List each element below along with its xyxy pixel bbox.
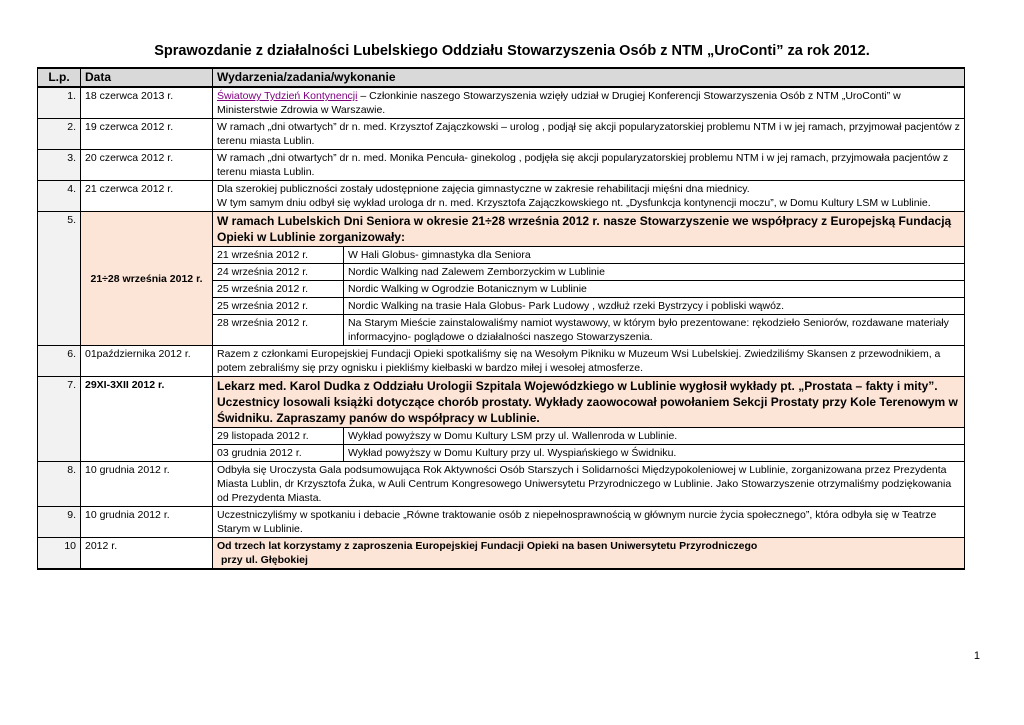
row-number: 6. [38,346,81,377]
sub-text: W Hali Globus- gimnastyka dla Seniora [344,247,965,264]
sub-row [213,281,964,298]
table-row [38,87,965,119]
table-row [38,507,965,538]
row-date: 29XI-3XII 2012 r. [81,377,213,462]
row-text-line: Dla szerokiej publiczności zostały udostępnione zajęcia gimnastyczne w zakresie rehabilitacji mięśni dna miednicy. [217,183,750,195]
row-text: Razem z członkami Europejskiej Fundacji Opieki spotkaliśmy się na Wesołym Pikniku w Muzeum Wsi Lubelskiej. Zwiedziliśmy Skansen z przewodnikiem, a potem zebraliśmy się przy ognisku i piekliśmy kiełbaski w bardzo miłej i wesołej atmosferze. [213,346,965,377]
sub-table [213,246,964,345]
table-row [38,538,965,570]
sub-row [213,445,964,462]
table-row [38,462,965,507]
row-number: 8. [38,462,81,507]
row-text [213,377,965,462]
row-number: 5. [38,212,81,346]
row-date: 19 czerwca 2012 r. [81,119,213,150]
row-number: 4. [38,181,81,212]
header-lp: L.p. [38,68,81,87]
document-title: Sprawozdanie z działalności Lubelskiego Oddziału Stowarzyszenia Osób z NTM „UroConti” za rok 2012. [154,43,870,59]
row-text [213,87,965,119]
sub-row [213,298,964,315]
row-number: 1. [38,87,81,119]
sub-date: 24 września 2012 r. [213,264,344,281]
row-text: W ramach „dni otwartych” dr n. med. Monika Pencuła- ginekolog , podjęła się akcji popularyzatorskiej problemu NTM i w jej ramach, przyjmowała pacjentów z terenu miasta Lublin. [213,150,965,181]
row-date: 2012 r. [81,538,213,570]
table-row [38,181,965,212]
row-text-line: Od trzech lat korzystamy z zaproszenia Europejskiej Fundacji Opieki na basen Uniwersytetu Przyrodniczego [217,540,758,552]
row-text: Odbyła się Uroczysta Gala podsumowująca Rok Aktywności Osób Starszych i Solidarności Międzypokoleniowej w Lublinie, zorganizowana przez Prezydenta Miasta Lublin, dr Krzysztofa Żuka, w Auli Centrum Kongresowego Uniwersytetu Przyrodniczego w Lublinie. Jako Stowarzyszenie otrzymaliśmy podziękowania od Prezydenta Miasta. [213,462,965,507]
row-date: 20 czerwca 2012 r. [81,150,213,181]
sub-date: 25 września 2012 r. [213,298,344,315]
table-header-row [38,68,965,87]
row-text: W ramach „dni otwartych” dr n. med. Krzysztof Zajączkowski – urolog , podjął się akcji popularyzatorskiej problemu NTM i w jej ramach, przyjmował pacjentów z terenu miasta Lublin. [213,119,965,150]
table-row [38,346,965,377]
sub-date: 28 września 2012 r. [213,315,344,346]
sub-row [213,428,964,445]
sub-date: 29 listopada 2012 r. [213,428,344,445]
row-text-line: przy ul. Głębokiej [221,554,308,566]
sub-text: Na Starym Mieście zainstalowaliśmy namiot wystawowy, w którym było prezentowane: rękodzieło Seniorów, rozdawane materiały informacyjno- poglądowe o działalności naszego Stowarzyszenia. [344,315,965,346]
sub-row [213,315,964,346]
header-events: Wydarzenia/zadania/wykonanie [213,68,965,87]
row-text [213,212,965,346]
table-row [38,377,965,462]
row-number: 10 [38,538,81,570]
row-date: 10 grudnia 2012 r. [81,507,213,538]
sub-row [213,247,964,264]
row-text [213,181,965,212]
row-number: 7. [38,377,81,462]
table-row [38,212,965,346]
sub-date: 03 grudnia 2012 r. [213,445,344,462]
sub-text: Nordic Walking na trasie Hala Globus- Park Ludowy , wzdłuż rzeki Bystrzycy i pobliski wąwóz. [344,298,965,315]
row-heading: W ramach Lubelskich Dni Seniora w okresie 21÷28 września 2012 r. nasze Stowarzyszenie we współpracy z Europejską Fundacją Opieki w Lublinie zorganizowały: [217,214,952,244]
row-date: 10 grudnia 2012 r. [81,462,213,507]
row-heading: Lekarz med. Karol Dudka z Oddziału Urologii Szpitala Wojewódzkiego w Lublinie wygłosił wykłady pt. „Prostata – fakty i mity”. Uczestnicy losowali książki dotyczące chorób prostaty. Wykłady zaowocował powołaniem Sekcji Prostaty przy Kole Terenowym w Świdniku. Zapraszamy panów do współpracy w Lublinie. [217,379,958,425]
sub-text: Nordic Walking w Ogrodzie Botanicznym w Lublinie [344,281,965,298]
table-row [38,119,965,150]
table-row [38,150,965,181]
row-text [213,538,965,570]
sub-date: 25 września 2012 r. [213,281,344,298]
header-date: Data [81,68,213,87]
report-table [37,67,965,570]
row-number: 3. [38,150,81,181]
sub-text: Nordic Walking nad Zalewem Zemborzyckim w Lublinie [344,264,965,281]
row-date: 21 czerwca 2012 r. [81,181,213,212]
row-text-body: – Członkinie naszego Stowarzyszenia wzięły udział w Drugiej Konferencji Stowarzyszenia Osób z NTM „UroConti” w Ministerstwie Zdrowia w Warszawie. [217,90,901,116]
row-date: 21÷28 września 2012 r. [81,212,213,346]
row-number: 2. [38,119,81,150]
sub-table [213,427,964,461]
row-number: 9. [38,507,81,538]
sub-date: 21 września 2012 r. [213,247,344,264]
row-text: Uczestniczyliśmy w spotkaniu i debacie „Równe traktowanie osób z niepełnosprawnością w głównym nurcie życia społecznego”, która odbyła się w Teatrze Starym w Lublinie. [213,507,965,538]
row-text-line: W tym samym dniu odbył się wykład urologa dr n. med. Krzysztofa Zajączkowskiego nt. „Dysfunkcja kontynencji moczu”, w Domu Kultury LSM w Lublinie. [217,197,931,209]
sub-row [213,264,964,281]
row-date: 18 czerwca 2013 r. [81,87,213,119]
row-date: 01października 2012 r. [81,346,213,377]
page-number: 1 [973,650,980,662]
event-link[interactable]: Światowy Tydzień Kontynencji [217,90,358,102]
sub-text: Wykład powyższy w Domu Kultury przy ul. Wyspiańskiego w Świdniku. [344,445,965,462]
sub-text: Wykład powyższy w Domu Kultury LSM przy ul. Wallenroda w Lublinie. [344,428,965,445]
